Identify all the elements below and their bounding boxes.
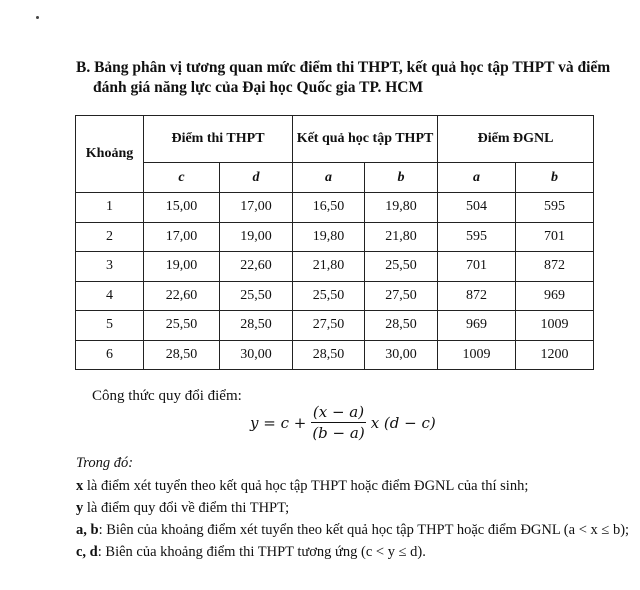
sub-header: b xyxy=(365,163,438,193)
formula-lhs: y = c + xyxy=(250,413,307,432)
table-cell: 2 xyxy=(76,222,144,252)
table-cell: 5 xyxy=(76,311,144,341)
conversion-formula xyxy=(250,403,436,442)
note-text: : Biên của khoảng điểm thi THPT tương ứng (c < y ≤ d). xyxy=(97,544,426,560)
note-key: x xyxy=(76,478,84,494)
table-cell: 21,80 xyxy=(293,252,365,282)
sub-header: d xyxy=(220,163,293,193)
header-row-bounds xyxy=(76,163,594,193)
heading-text-1: Bảng phân vị tương quan mức điểm thi THPT, kết quả học tập THPT và điểm xyxy=(94,59,611,76)
note-item xyxy=(76,478,528,495)
table-cell: 1200 xyxy=(516,340,594,370)
table-cell: 872 xyxy=(516,252,594,282)
table-cell: 1009 xyxy=(516,311,594,341)
formula-numerator: (x − a) xyxy=(312,403,365,421)
table-cell: 25,50 xyxy=(365,252,438,282)
header-khoang: Khoảng xyxy=(76,116,144,193)
table-cell: 25,50 xyxy=(220,281,293,311)
heading-line-2: đánh giá năng lực của Đại học Quốc gia TP. HCM xyxy=(93,79,424,96)
table-cell: 595 xyxy=(438,222,516,252)
table-cell: 17,00 xyxy=(144,222,220,252)
table-cell: 872 xyxy=(438,281,516,311)
table-cell: 15,00 xyxy=(144,193,220,223)
note-text: là điểm xét tuyển theo kết quả học tập THPT hoặc điểm ĐGNL của thí sinh; xyxy=(83,478,529,494)
formula-denominator: (b − a) xyxy=(312,424,365,442)
table-row xyxy=(76,311,594,341)
table-cell: 19,00 xyxy=(220,222,293,252)
table-cell: 27,50 xyxy=(365,281,438,311)
header-thpt: Điểm thi THPT xyxy=(144,116,293,163)
notes-heading: Trong đó: xyxy=(76,455,134,471)
sub-header: c xyxy=(144,163,220,193)
table-cell: 22,60 xyxy=(144,281,220,311)
table-cell: 19,80 xyxy=(365,193,438,223)
sub-header: a xyxy=(293,163,365,193)
table-cell: 16,50 xyxy=(293,193,365,223)
note-text: là điểm quy đổi về điểm thi THPT; xyxy=(83,500,290,516)
note-item xyxy=(76,544,426,561)
table-cell: 22,60 xyxy=(220,252,293,282)
table-cell: 701 xyxy=(438,252,516,282)
table-cell: 6 xyxy=(76,340,144,370)
table-cell: 21,80 xyxy=(365,222,438,252)
table-cell: 1009 xyxy=(438,340,516,370)
table-cell: 504 xyxy=(438,193,516,223)
formula-fraction xyxy=(310,403,366,442)
table-cell: 28,50 xyxy=(293,340,365,370)
table-cell: 28,50 xyxy=(365,311,438,341)
table-cell: 595 xyxy=(516,193,594,223)
table-row xyxy=(76,193,594,223)
table-row xyxy=(76,340,594,370)
section-heading xyxy=(76,58,616,98)
table-cell: 30,00 xyxy=(365,340,438,370)
heading-line-1 xyxy=(76,58,616,78)
formula-rhs: x (d − c) xyxy=(370,413,436,432)
note-key: c, d xyxy=(76,544,98,560)
note-key: y xyxy=(76,500,84,516)
table-cell: 27,50 xyxy=(293,311,365,341)
note-text: : Biên của khoảng điểm xét tuyển theo kết quả học tập THPT hoặc điểm ĐGNL (a < x ≤ b); xyxy=(98,522,630,538)
sub-header: b xyxy=(516,163,594,193)
header-dgnl: Điểm ĐGNL xyxy=(438,116,594,163)
table-cell: 25,50 xyxy=(144,311,220,341)
header-row-groups xyxy=(76,116,594,163)
table-cell: 25,50 xyxy=(293,281,365,311)
table-cell: 17,00 xyxy=(220,193,293,223)
sub-header: a xyxy=(438,163,516,193)
table-row xyxy=(76,252,594,282)
scan-speck xyxy=(36,16,39,19)
table-cell: 1 xyxy=(76,193,144,223)
table-cell: 3 xyxy=(76,252,144,282)
table-cell: 19,00 xyxy=(144,252,220,282)
section-letter: B. xyxy=(76,59,91,76)
note-item xyxy=(76,500,289,517)
note-key: a, b xyxy=(76,522,99,538)
percentile-table xyxy=(75,115,594,370)
formula-label: Công thức quy đổi điểm: xyxy=(92,388,242,404)
table-cell: 28,50 xyxy=(220,311,293,341)
table-row xyxy=(76,222,594,252)
table-cell: 701 xyxy=(516,222,594,252)
table-cell: 4 xyxy=(76,281,144,311)
table-cell: 30,00 xyxy=(220,340,293,370)
table-cell: 969 xyxy=(516,281,594,311)
header-hoctap: Kết quả học tập THPT xyxy=(293,116,438,163)
table-cell: 28,50 xyxy=(144,340,220,370)
table-cell: 969 xyxy=(438,311,516,341)
note-item xyxy=(76,522,629,539)
table-cell: 19,80 xyxy=(293,222,365,252)
table-row xyxy=(76,281,594,311)
